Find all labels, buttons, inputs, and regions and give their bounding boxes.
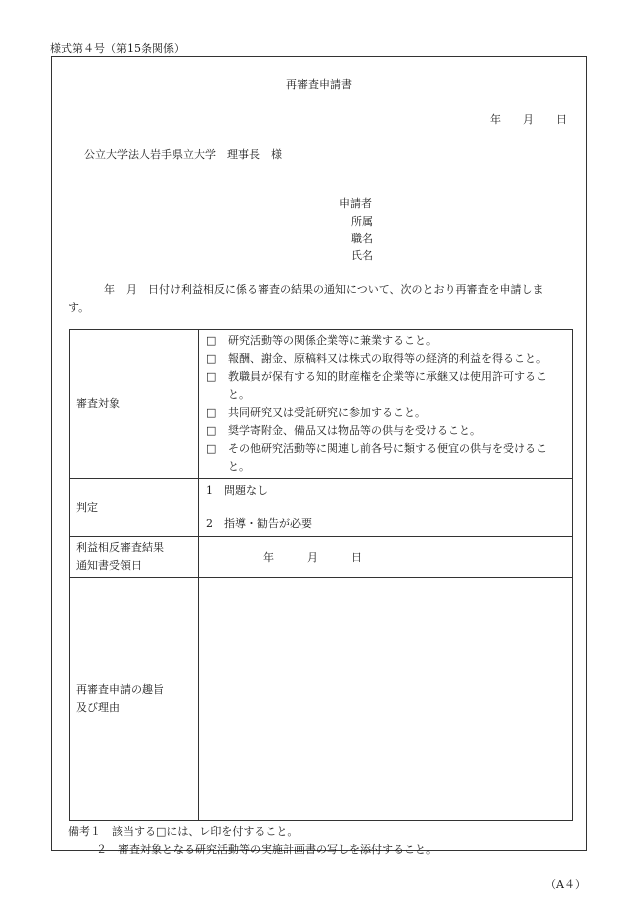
review-target-label: 審査対象 [70, 330, 199, 479]
review-item[interactable] [206, 350, 568, 368]
applicant-position: 職名 [351, 232, 373, 245]
judgment-label: 判定 [70, 479, 199, 537]
date-line: 年 月 日 [490, 113, 567, 126]
receipt-date-label-line-2: 通知書受領日 [76, 559, 142, 572]
reason-label [70, 578, 199, 821]
receipt-date-value: 年 月 日 [263, 551, 362, 564]
reason-field[interactable] [199, 578, 573, 821]
note-2: ２ 審査対象となる研究活動等の実施計画書の写しを添付すること。 [96, 843, 437, 856]
review-item-text: 奨学寄附金、備品又は物品等の供与を受けること。 [228, 424, 481, 437]
review-item[interactable] [206, 332, 568, 350]
review-item[interactable] [206, 368, 568, 404]
review-target-options [199, 330, 573, 479]
applicant-affiliation: 所属 [351, 215, 373, 228]
review-item[interactable] [206, 440, 568, 476]
receipt-date-field[interactable] [199, 537, 573, 578]
note-1: 備考１ 該当する□には、レ印を付すること。 [68, 825, 299, 838]
review-item-text: 教職員が保有する知的財産権を企業等に承継又は使用許可すること。 [228, 370, 547, 401]
reason-label-line-1: 再審査申請の趣旨 [76, 683, 164, 696]
review-item-text: 共同研究又は受託研究に参加すること。 [228, 406, 426, 419]
form-number: 様式第４号（第15条関係） [50, 42, 185, 55]
judgment-option-2[interactable]: 2 指導・勧告が必要 [206, 517, 312, 530]
intro-line-1: 年 月 日付け利益相反に係る審査の結果の通知について、次のとおり再審査を申請しま [104, 283, 544, 296]
checkbox-icon[interactable]: □ [206, 352, 217, 365]
review-item[interactable] [206, 404, 568, 422]
applicant-name: 氏名 [351, 249, 373, 262]
judgment-option-1[interactable]: 1 問題なし [206, 484, 268, 497]
review-item[interactable] [206, 422, 568, 440]
form-title: 再審査申請書 [286, 78, 352, 91]
checkbox-icon[interactable]: □ [206, 424, 217, 437]
intro-line-2: す。 [68, 301, 90, 314]
checkbox-icon[interactable]: □ [206, 370, 217, 383]
checkbox-icon[interactable]: □ [206, 334, 217, 347]
applicant-label: 申請者 [339, 197, 372, 210]
receipt-date-label-line-1: 利益相反審査結果 [76, 541, 164, 554]
review-item-text: 研究活動等の関係企業等に兼業すること。 [228, 334, 437, 347]
review-table [69, 329, 573, 821]
review-item-text: 報酬、謝金、原稿料又は株式の取得等の経済的利益を得ること。 [228, 352, 547, 365]
reason-label-line-2: 及び理由 [76, 701, 120, 714]
checkbox-icon[interactable]: □ [206, 406, 217, 419]
judgment-options [199, 479, 573, 537]
review-item-text: その他研究活動等に関連し前各号に類する便宜の供与を受けること。 [228, 442, 547, 473]
receipt-date-label [70, 537, 199, 578]
checkbox-icon[interactable]: □ [206, 442, 217, 455]
paper-size: （A４） [545, 878, 586, 891]
addressee: 公立大学法人岩手県立大学 理事長 様 [84, 148, 282, 161]
